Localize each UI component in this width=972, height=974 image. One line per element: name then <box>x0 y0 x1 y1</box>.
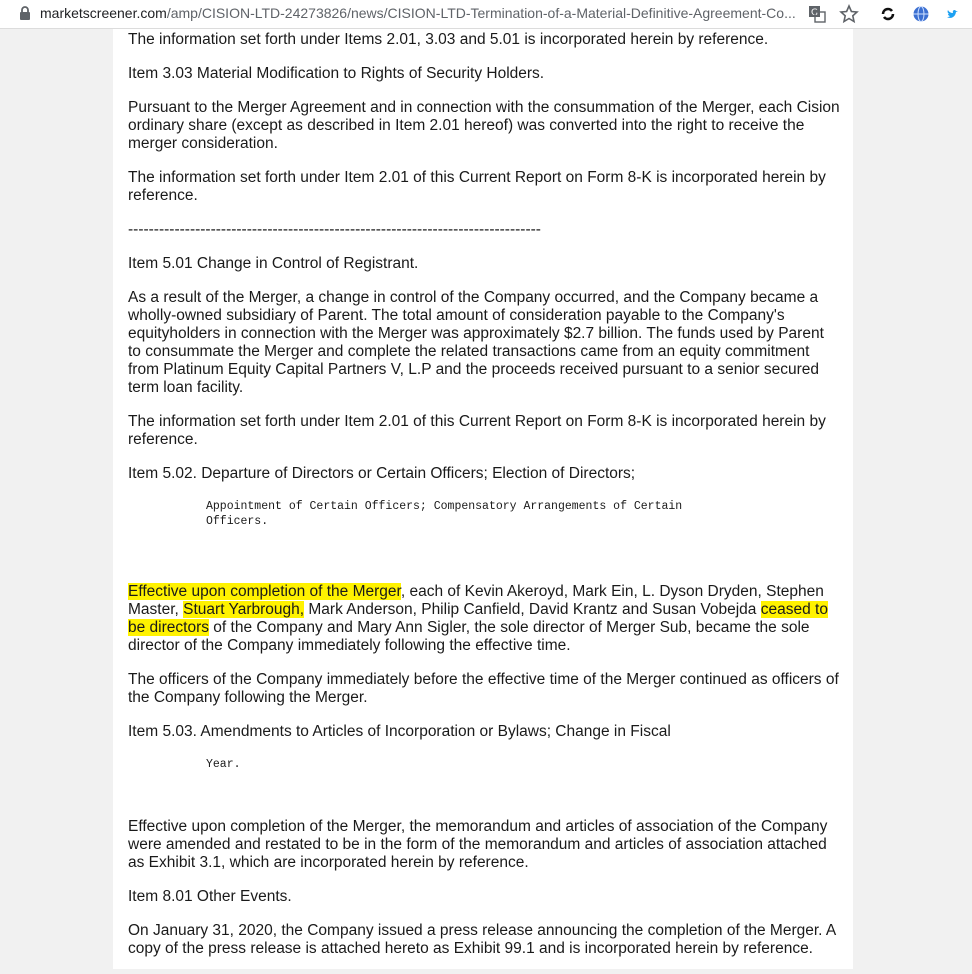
directors-text-3: of the Company and Mary Ann Sigler, the sole director of Merger Sub, became the sole director of the Company immediately following the effective time. <box>128 619 810 654</box>
mono-text-officers: Appointment of Certain Officers; Compensatory Arrangements of Certain Officers. <box>206 500 683 528</box>
url-domain: marketscreener.com <box>40 5 167 21</box>
paragraph-merger-consideration: Pursuant to the Merger Agreement and in connection with the consummation of the Merger, each Cision ordinary share (except as described in Item 2.01 hereof) was converted into the right to receive the merger consideration. <box>128 99 840 152</box>
heading-item-5-03: Item 5.03. Amendments to Articles of Incorporation or Bylaws; Change in Fiscal <box>128 723 671 740</box>
paragraph-press-release: On January 31, 2020, the Company issued a press release announcing the completion of the Merger. A copy of the press release is attached hereto as Exhibit 99.1 and is incorporated herein by reference. <box>128 922 836 957</box>
url-text[interactable] <box>40 5 800 21</box>
globe-extension-icon[interactable] <box>910 3 932 25</box>
heading-item-3-03: Item 3.03 Material Modification to Rights of Security Holders. <box>128 65 545 82</box>
highlight-completion: Effective upon completion of the Merger <box>128 583 401 600</box>
paragraph-change-in-control: As a result of the Merger, a change in control of the Company occurred, and the Company became a wholly-owned subsidiary of Parent. The total amount of consideration payable to the Company's equityholders in connection with the Merger was approximately $2.7 billion. The funds used by Parent to consummate the Merger and complete the related transactions came from an equity commitment from Platinum Equity Capital Partners V, L.P and the proceeds received pursuant to a senior secured term loan facility. <box>128 289 824 396</box>
document-content <box>128 31 840 974</box>
paragraph-directors <box>128 583 840 655</box>
directors-text-2: Mark Anderson, Philip Canfield, David Krantz and Susan Vobejda <box>304 601 761 618</box>
mono-text-year: Year. <box>206 758 241 771</box>
address-bar[interactable] <box>0 0 972 29</box>
paragraph-form-8k-reference: The information set forth under Item 2.01 of this Current Report on Form 8-K is incorporated herein by reference. <box>128 169 826 204</box>
svg-text:G: G <box>811 8 818 18</box>
paragraph-form-8k-reference-2: The information set forth under Item 2.01 of this Current Report on Form 8-K is incorporated herein by reference. <box>128 413 826 448</box>
url-path: /amp/CISION-LTD-24273826/news/CISION-LTD-Termination-of-a-Material-Definitive-Agreement-Co... <box>166 5 796 21</box>
translate-icon[interactable] <box>806 3 828 25</box>
lock-icon[interactable] <box>18 5 32 21</box>
heading-item-5-01: Item 5.01 Change in Control of Registrant. <box>128 255 419 272</box>
highlight-ceased-directors: ceased to be directors <box>128 601 828 636</box>
divider-line: -------------------------------------------------------------------------------- <box>128 221 541 238</box>
twitter-extension-icon[interactable] <box>942 3 964 25</box>
directors-text-1: , each of Kevin Akeroyd, Mark Ein, L. Dyson Dryden, Stephen Master, <box>128 583 824 618</box>
sync-extension-icon[interactable] <box>877 3 899 25</box>
document-page <box>113 29 853 969</box>
paragraph-items-incorporated: The information set forth under Items 2.01, 3.03 and 5.01 is incorporated herein by reference. <box>128 31 769 48</box>
paragraph-articles-amended: Effective upon completion of the Merger, the memorandum and articles of association of the Company were amended and restated to be in the form of the memorandum and articles of association attached as Exhibit 3.1, which are incorporated herein by reference. <box>128 818 828 871</box>
highlight-stuart-yarbrough: Stuart Yarbrough, <box>183 601 305 618</box>
bookmark-star-icon[interactable] <box>838 3 860 25</box>
heading-item-5-02: Item 5.02. Departure of Directors or Certain Officers; Election of Directors; <box>128 465 636 482</box>
heading-item-8-01: Item 8.01 Other Events. <box>128 888 292 905</box>
paragraph-officers-continued: The officers of the Company immediately before the effective time of the Merger continued as officers of the Company following the Merger. <box>128 671 839 706</box>
